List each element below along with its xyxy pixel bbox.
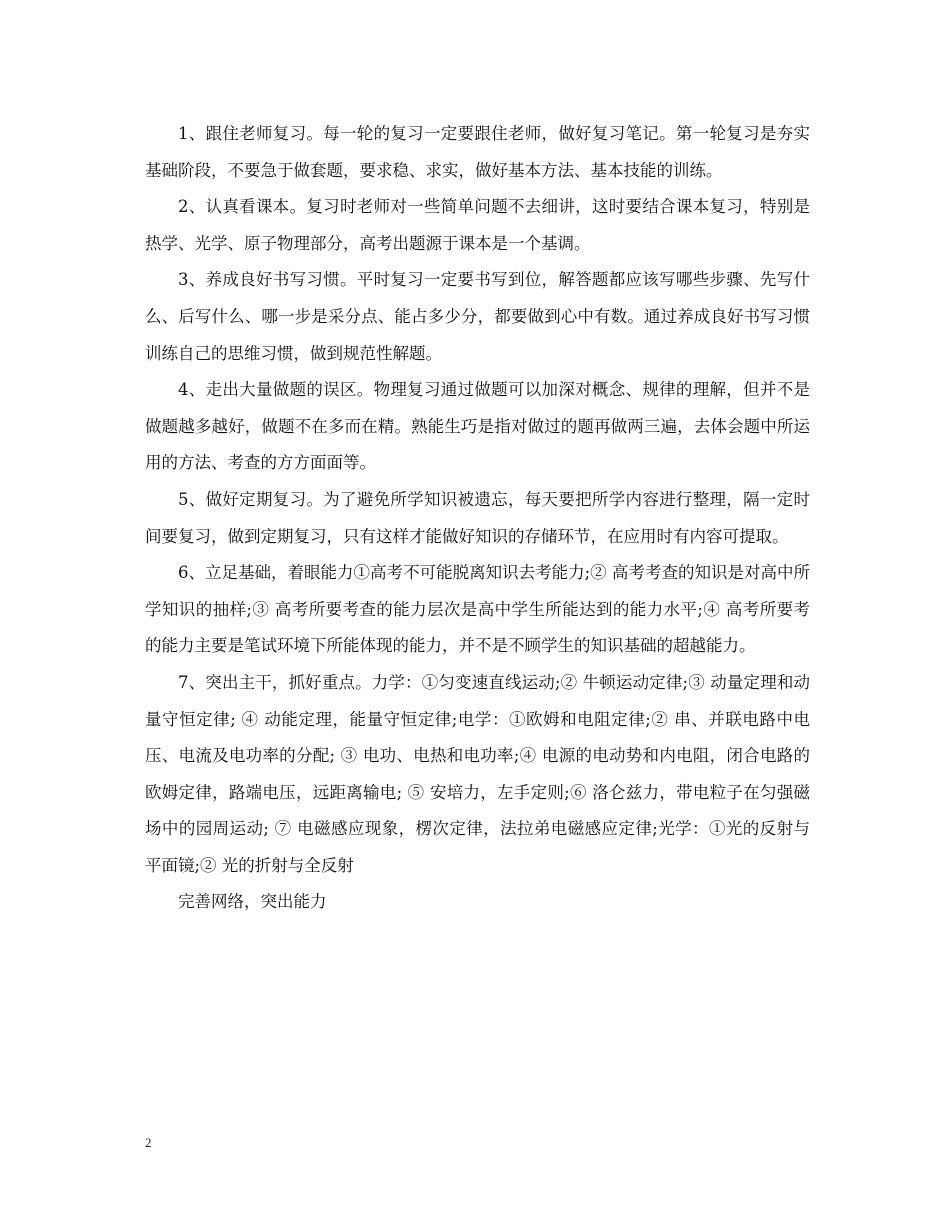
paragraph-8: 完善网络，突出能力 (178, 892, 327, 912)
page-number: 2 (145, 1135, 152, 1150)
paragraph-1: 1、跟住老师复习。每一轮的复习一定要跟住老师，做好复习笔记。第一轮复习是夯实基础阶段，不要急于做套题，要求稳、求实，做好基本方法、基本技能的训练。 (145, 124, 810, 180)
paragraph-3: 3、养成良好书写习惯。平时复习一定要书写到位，解答题都应该写哪些步骤、先写什么、后写什么、哪一步是采分点、能占多少分，都要做到心中有数。通过养成良好书写习惯训练自己的思维习惯，做到规范性解题。 (145, 270, 810, 363)
paragraph-4: 4、走出大量做题的误区。物理复习通过做题可以加深对概念、规律的理解，但并不是做题越多越好，做题不在多而在精。熟能生巧是指对做过的题再做两三遍，去体会题中所运用的方法、考查的方方面面等。 (145, 380, 810, 473)
paragraph-6: 6、立足基础，着眼能力①高考不可能脱离知识去考能力;② 高考考查的知识是对高中所学知识的抽样;③ 高考所要考查的能力层次是高中学生所能达到的能力水平;④ 高考所要考的能力主要是笔试环境下所能体现的能力，并不是不顾学生的知识基础的超越能力。 (145, 563, 810, 656)
paragraph-5: 5、做好定期复习。为了避免所学知识被遗忘，每天要把所学内容进行整理，隔一定时间要复习，做到定期复习，只有这样才能做好知识的存储环节，在应用时有内容可提取。 (145, 489, 810, 546)
paragraph-7: 7、突出主干，抓好重点。力学：①匀变速直线运动;② 牛顿运动定律;③ 动量定理和动量守恒定律; ④ 动能定理，能量守恒定律;电学：①欧姆和电阻定律;② 串、并联电路中电压、电流及电功率的分配; ③ 电功、电热和电功率;④ 电源的电动势和内电阻，闭合电路的欧姆定律，路端电压，远距离输电; ⑤ 安培力，左手定则;⑥ 洛仑兹力，带电粒子在匀强磁场中的园周运动; ⑦ 电磁感应现象，楞次定律，法拉弟电磁感应定律;光学：①光的反射与平面镜;② 光的折射与全反射 (145, 672, 810, 875)
document-body (145, 116, 810, 921)
paragraph-2: 2、认真看课本。复习时老师对一些简单问题不去细讲，这时要结合课本复习，特别是热学、光学、原子物理部分，高考出题源于课本是一个基调。 (145, 197, 810, 253)
